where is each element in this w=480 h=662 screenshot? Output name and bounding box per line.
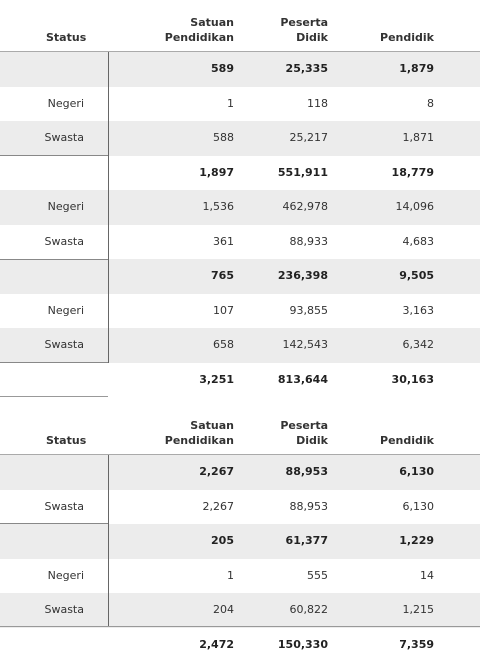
table-row <box>0 87 480 122</box>
table-row <box>0 524 480 559</box>
header-peserta-didik[interactable]: Peserta Didik <box>280 15 328 45</box>
header-pendidik[interactable]: Pendidik <box>380 433 434 448</box>
group-divider <box>108 455 109 627</box>
table-row <box>0 259 480 294</box>
group-separator <box>0 155 108 156</box>
cell-satuan: 588 <box>213 121 234 156</box>
table-row <box>0 294 480 329</box>
table-bottom-border <box>0 626 480 627</box>
cell-status: Negeri <box>0 87 84 122</box>
cell-pendidik: 14 <box>420 559 434 594</box>
cell-pendidik: 6,130 <box>403 490 435 525</box>
cell-satuan: 2,267 <box>203 490 235 525</box>
cell-pendidik: 14,096 <box>396 190 435 225</box>
cell-peserta: 25,217 <box>290 121 329 156</box>
cell-satuan: 361 <box>213 225 234 260</box>
cell-pendidik: 6,342 <box>403 328 435 363</box>
cell-peserta: 61,377 <box>286 524 328 559</box>
cell-satuan: 107 <box>213 294 234 329</box>
total-row <box>0 363 480 398</box>
header-satuan-pendidikan[interactable]: Satuan Pendidikan <box>165 15 234 45</box>
cell-pendidik: 1,229 <box>399 524 434 559</box>
total-pendidik: 7,359 <box>399 628 434 662</box>
cell-status: Swasta <box>0 490 84 525</box>
cell-pendidik: 6,130 <box>399 455 434 490</box>
table-row <box>0 121 480 156</box>
header-pendidik[interactable]: Pendidik <box>380 30 434 45</box>
table-row <box>0 190 480 225</box>
cell-satuan: 1,897 <box>199 156 234 191</box>
cell-status: Swasta <box>0 225 84 260</box>
cell-satuan: 658 <box>213 328 234 363</box>
cell-peserta: 118 <box>307 87 328 122</box>
cell-pendidik: 1,215 <box>403 593 435 628</box>
cell-peserta: 88,953 <box>286 455 328 490</box>
cell-status: Swasta <box>0 593 84 628</box>
table-2 <box>0 402 480 662</box>
table-bottom-border <box>0 396 108 397</box>
cell-pendidik: 9,505 <box>399 259 434 294</box>
cell-pendidik: 1,871 <box>403 121 435 156</box>
header-satuan-pendidikan[interactable]: Satuan Pendidikan <box>165 418 234 448</box>
total-satuan: 2,472 <box>199 628 234 662</box>
cell-pendidik: 8 <box>427 87 434 122</box>
header-status[interactable]: Status <box>46 433 86 448</box>
cell-peserta: 60,822 <box>290 593 329 628</box>
cell-peserta: 462,978 <box>283 190 329 225</box>
table-row <box>0 559 480 594</box>
header-status[interactable]: Status <box>46 30 86 45</box>
cell-peserta: 551,911 <box>278 156 328 191</box>
cell-satuan: 589 <box>211 52 234 87</box>
table-row <box>0 490 480 525</box>
cell-peserta: 555 <box>307 559 328 594</box>
table-row <box>0 52 480 87</box>
cell-satuan: 1 <box>227 559 234 594</box>
cell-status: Swasta <box>0 121 84 156</box>
cell-status: Negeri <box>0 190 84 225</box>
table-header <box>0 0 480 52</box>
cell-peserta: 142,543 <box>283 328 329 363</box>
cell-satuan: 205 <box>211 524 234 559</box>
cell-peserta: 88,933 <box>290 225 329 260</box>
total-row <box>0 628 480 662</box>
cell-satuan: 765 <box>211 259 234 294</box>
group-divider <box>108 52 109 363</box>
cell-pendidik: 3,163 <box>403 294 435 329</box>
cell-peserta: 236,398 <box>278 259 328 294</box>
header-peserta-didik[interactable]: Peserta Didik <box>280 418 328 448</box>
group-separator <box>0 259 108 260</box>
cell-pendidik: 1,879 <box>399 52 434 87</box>
cell-pendidik: 18,779 <box>392 156 434 191</box>
cell-satuan: 1,536 <box>203 190 235 225</box>
total-pendidik: 30,163 <box>392 363 434 398</box>
table-row <box>0 593 480 628</box>
cell-status: Negeri <box>0 294 84 329</box>
cell-peserta: 88,953 <box>290 490 329 525</box>
table-row <box>0 328 480 363</box>
cell-satuan: 204 <box>213 593 234 628</box>
cell-status: Negeri <box>0 559 84 594</box>
table-header <box>0 402 480 455</box>
total-peserta: 813,644 <box>278 363 328 398</box>
cell-satuan: 2,267 <box>199 455 234 490</box>
group-separator <box>0 362 108 363</box>
group-separator <box>0 523 108 524</box>
table-row <box>0 455 480 490</box>
cell-status: Swasta <box>0 328 84 363</box>
cell-pendidik: 4,683 <box>403 225 435 260</box>
total-peserta: 150,330 <box>278 628 328 662</box>
cell-peserta: 93,855 <box>290 294 329 329</box>
total-satuan: 3,251 <box>199 363 234 398</box>
cell-peserta: 25,335 <box>286 52 328 87</box>
cell-satuan: 1 <box>227 87 234 122</box>
table-row <box>0 225 480 260</box>
table-row <box>0 156 480 191</box>
